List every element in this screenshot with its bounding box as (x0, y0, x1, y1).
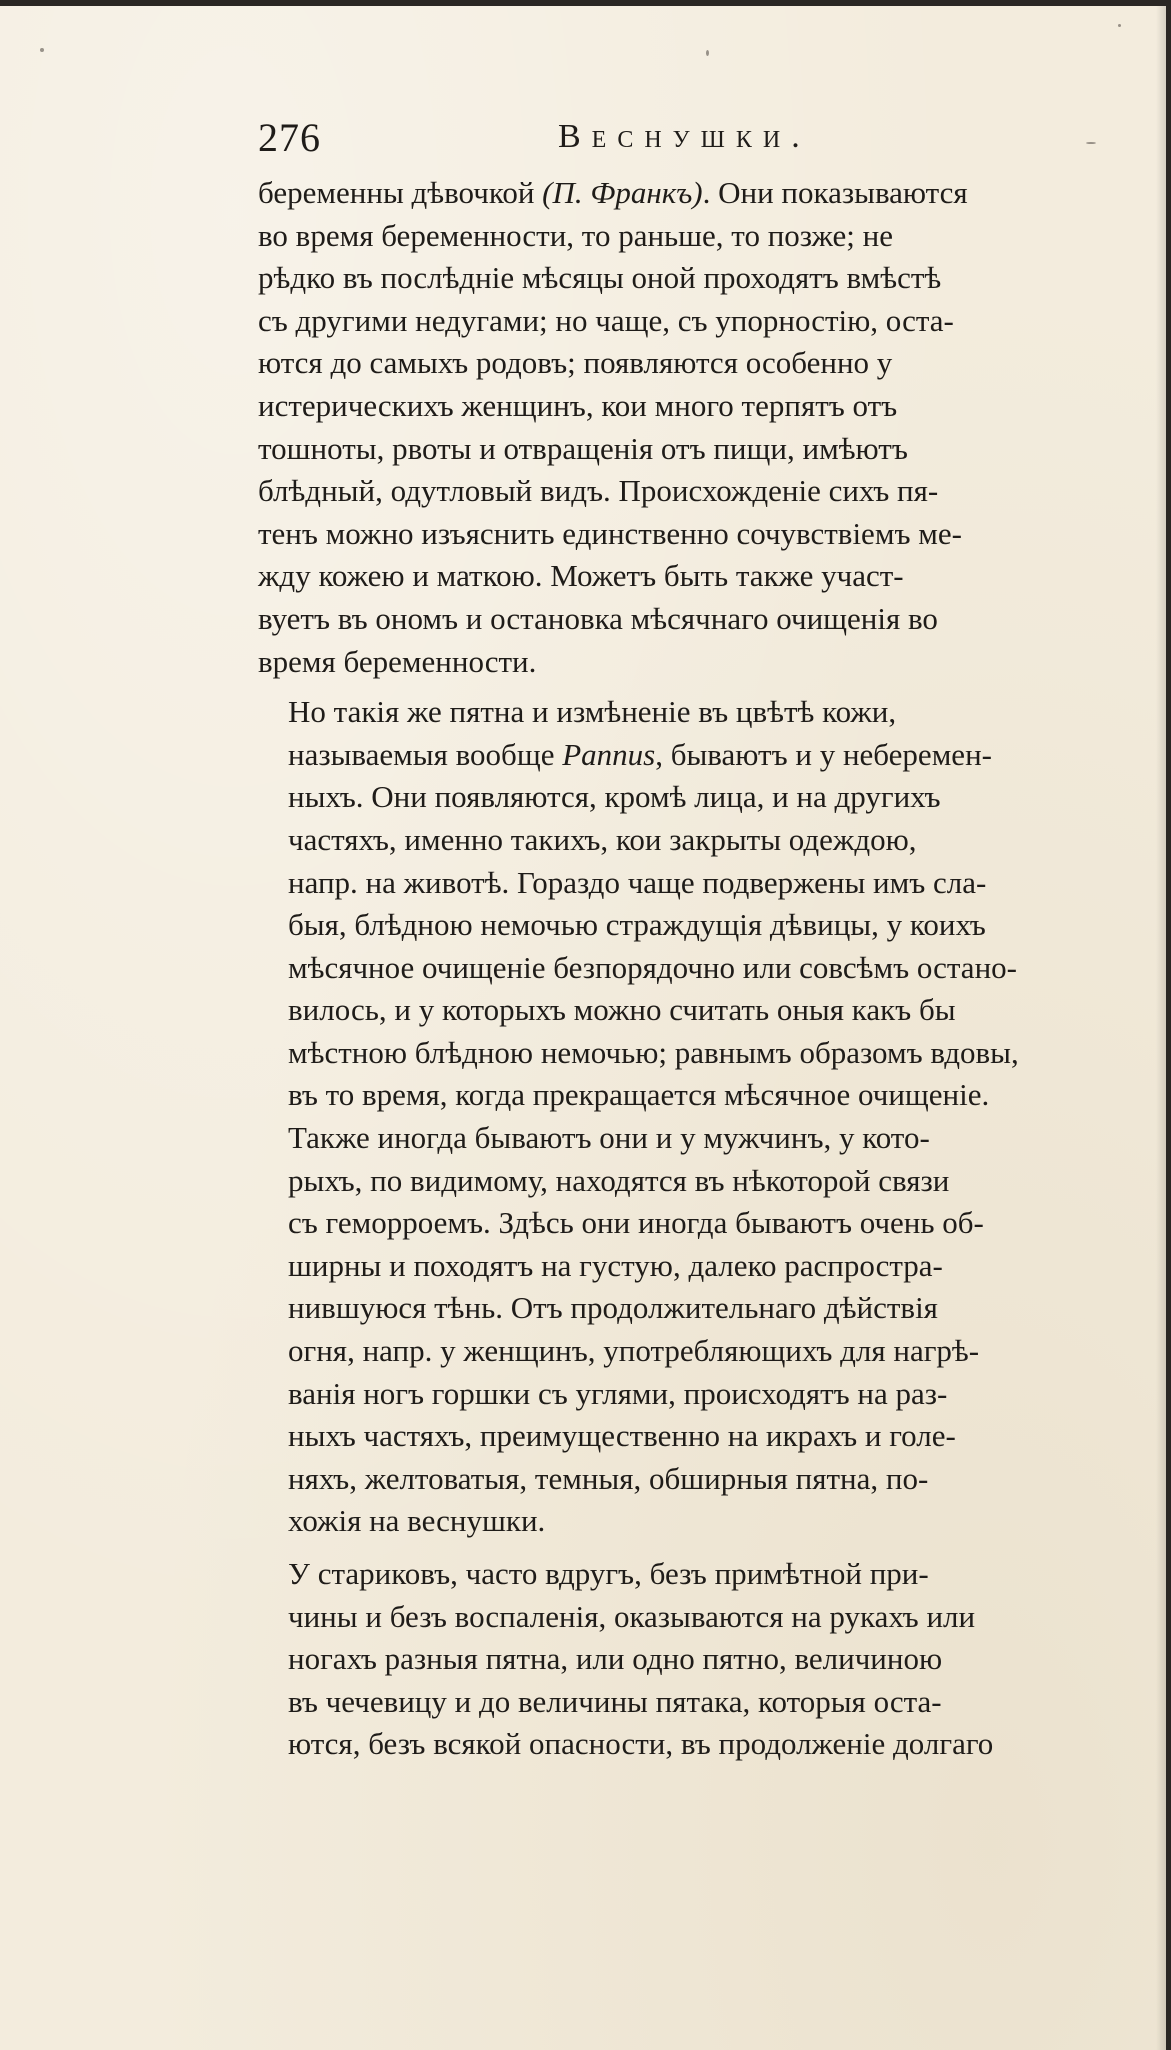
text-run: беременны дѣвочкой (258, 175, 543, 210)
text-run: время беременности. (258, 643, 537, 679)
text-run: ются до самыхъ родовъ; появляются особенно у (258, 345, 893, 381)
text-run: мѣстною блѣдною немочью; равнымъ образомъ вдовы, (288, 1034, 1019, 1070)
text-run: въ то время, когда прекращается мѣсячное очищеніе. (288, 1077, 990, 1113)
italic-run: (П. Франкъ) (542, 175, 703, 210)
text-line (258, 1553, 1130, 1596)
text-line (258, 1373, 1130, 1416)
text-line (258, 1500, 1130, 1543)
text-line (258, 257, 1130, 300)
page-number: 276 (258, 115, 321, 160)
text-run: , бываютъ и у неберемен- (655, 736, 992, 772)
text-run: тошноты, рвоты и отвращенія отъ пищи, имѣютъ (258, 430, 908, 466)
text-line (258, 1681, 1130, 1724)
text-run: чины и безъ воспаленія, оказываются на рукахъ или (288, 1598, 976, 1634)
running-head: Веснушки. (558, 118, 811, 155)
text-run: . Они показываются (702, 175, 968, 210)
text-line (258, 1245, 1130, 1288)
text-line (258, 1596, 1130, 1639)
text-run: ныхъ. Они появляются, кромѣ лица, и на другихъ (288, 779, 941, 815)
text-run: истерическихъ женщинъ, кои много терпятъ отъ (258, 387, 898, 423)
scan-speck (1118, 24, 1121, 27)
page-header (258, 114, 838, 174)
text-run: въ чечевицу и до величины пятака, которыя оста- (288, 1683, 942, 1719)
text-run: во время беременности, то раньше, то позже; не (258, 217, 893, 253)
text-run: ются, безъ всякой опасности, въ продолженіе долгаго (288, 1726, 994, 1762)
scan-speck (1086, 142, 1096, 144)
text-line (258, 819, 1130, 862)
text-line (258, 1415, 1130, 1458)
text-run: ванія ногъ горшки съ углями, происходятъ на раз- (288, 1375, 948, 1411)
text-line (258, 1117, 1130, 1160)
text-line (258, 947, 1130, 990)
text-line (258, 904, 1130, 947)
text-line (258, 1287, 1130, 1330)
text-run: нившуюся тѣнь. Отъ продолжительнаго дѣйствія (288, 1290, 938, 1326)
text-line (258, 989, 1130, 1032)
text-line (258, 598, 1130, 641)
text-line (258, 1202, 1130, 1245)
text-run: напр. на животѣ. Гораздо чаще подвержены имъ сла- (288, 864, 987, 900)
text-run: называемыя вообще (288, 736, 563, 772)
text-line (258, 513, 1130, 556)
text-run: Также иногда бываютъ они и у мужчинъ, у кото- (288, 1120, 930, 1156)
text-line (258, 385, 1130, 428)
text-line (258, 342, 1130, 385)
text-run: вилось, и у которыхъ можно считать оныя какъ бы (288, 992, 956, 1028)
text-line (258, 641, 1130, 684)
paragraph (258, 1553, 1130, 1766)
text-run: ныхъ частяхъ, преимущественно на икрахъ и голе- (288, 1418, 956, 1454)
text-run: хожія на веснушки. (288, 1503, 546, 1539)
text-run: Но такія же пятна и измѣненіе въ цвѣтѣ кожи, (288, 694, 897, 730)
text-run: жду кожею и маткою. Можетъ быть также участ- (258, 558, 904, 594)
text-run: ногахъ разныя пятна, или одно пятно, величиною (288, 1641, 943, 1677)
text-line (258, 1074, 1130, 1117)
text-line (258, 1032, 1130, 1075)
text-run: мѣсячное очищеніе безпорядочно или совсѣмъ остано- (288, 949, 1017, 985)
text-run: съ геморроемъ. Здѣсь они иногда бываютъ очень об- (288, 1205, 984, 1241)
text-run: частяхъ, именно такихъ, кои закрыты одеждою, (288, 821, 917, 857)
text-run: вуетъ въ ономъ и остановка мѣсячнаго очищенія во (258, 600, 938, 636)
text-run: ширны и походятъ на густую, далеко распростра- (288, 1247, 943, 1283)
text-line (258, 1723, 1130, 1766)
text-run: рыхъ, по видимому, находятся въ нѣкоторой связи (288, 1162, 950, 1198)
text-line (258, 691, 1130, 734)
text-line (258, 215, 1130, 258)
text-line (258, 734, 1130, 777)
text-line (258, 470, 1130, 513)
text-line (258, 428, 1130, 471)
italic-run: Pannus (562, 736, 656, 772)
text-line (258, 172, 1130, 215)
body-text (258, 172, 1130, 1766)
paragraph (258, 691, 1130, 1543)
text-run: тенъ можно изъяснить единственно сочувствіемъ ме- (258, 515, 962, 551)
text-run: У стариковъ, часто вдругъ, безъ примѣтной при- (288, 1556, 929, 1591)
text-run: рѣдко въ послѣдніе мѣсяцы оной проходятъ вмѣстѣ (258, 260, 942, 296)
text-run: быя, блѣдною немочью страждущія дѣвицы, у коихъ (288, 907, 986, 943)
scan-speck (40, 48, 44, 52)
text-line (258, 1638, 1130, 1681)
paragraph (258, 172, 1130, 683)
text-line (258, 862, 1130, 905)
text-line (258, 1458, 1130, 1501)
text-line (258, 1330, 1130, 1373)
text-run: съ другими недугами; но чаще, съ упорностію, оста- (258, 302, 954, 338)
book-page (0, 6, 1166, 2050)
text-line (258, 300, 1130, 343)
text-line (258, 776, 1130, 819)
text-line (258, 555, 1130, 598)
page-edge-shadow (1156, 6, 1166, 2050)
text-run: няхъ, желтоватыя, темныя, обширныя пятна, по- (288, 1460, 929, 1496)
scan-speck (706, 50, 709, 56)
text-run: блѣдный, одутловый видъ. Происхожденіе сихъ пя- (258, 473, 939, 509)
text-run: огня, напр. у женщинъ, употребляющихъ для нагрѣ- (288, 1333, 980, 1369)
text-line (258, 1160, 1130, 1203)
